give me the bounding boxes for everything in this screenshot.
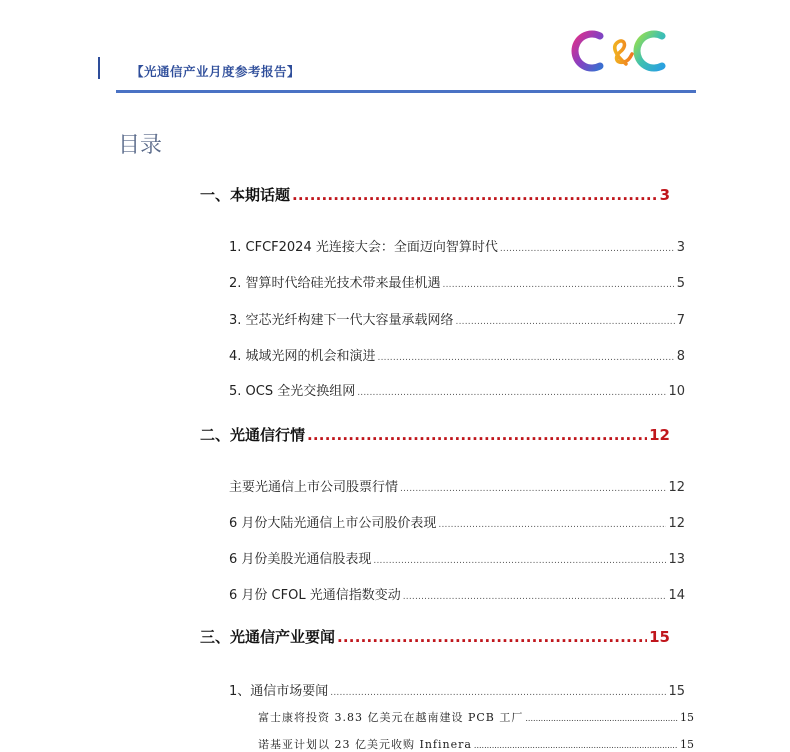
toc-item[interactable] [229,380,685,399]
toc-item-title: 4. 城域光网的机会和演进 [229,349,376,364]
header-accent-bar [98,57,100,79]
toc-page-number: 12 [649,426,670,444]
toc-section-2[interactable] [200,424,670,445]
toc-item[interactable] [229,345,685,364]
toc-leader [330,688,666,698]
toc-page-number: 10 [668,384,685,399]
toc-page-number: 3 [659,186,670,204]
toc-section-title: 二、光通信行情 [200,426,306,444]
toc-leader [474,741,678,750]
toc-item[interactable] [229,584,685,603]
toc-leader [403,592,667,602]
toc-page-number: 15 [680,738,694,751]
toc-page-number: 13 [668,552,685,567]
toc-item[interactable] [229,309,685,328]
toc-item-title: 2. 智算时代给硅光技术带来最佳机遇 [229,276,441,291]
toc-item-title: 1. CFCF2024 光连接大会：全面迈向智算时代 [229,240,498,255]
toc-subitem-title: 富士康将投资 3.83 亿美元在越南建设 PCB 工厂 [258,711,524,724]
toc-item-title: 1、通信市场要闻 [229,684,329,699]
toc-heading: 目录 [118,133,163,158]
toc-page-number: 12 [668,516,685,531]
toc-leader [456,317,675,327]
toc-page-number: 7 [676,313,685,328]
toc-item-title: 主要光通信上市公司股票行情 [229,480,399,495]
toc-page-number: 15 [649,628,670,646]
toc-leader [400,484,666,494]
toc-leader [500,244,675,254]
toc-item[interactable] [229,236,685,255]
toc-item-title: 3. 空芯光纤构建下一代大容量承载网络 [229,313,454,328]
toc-page-number: 12 [668,480,685,495]
toc-page-number: 8 [676,349,685,364]
toc-subitem-title: 诺基亚计划以 23 亿美元收购 Infinera [258,738,472,751]
report-title: 【光通信产业月度参考报告】 [131,64,301,79]
toc-item[interactable] [229,548,685,567]
toc-page-number: 15 [668,684,685,699]
toc-section-1[interactable] [200,184,670,205]
toc-leader [378,353,675,363]
toc-item[interactable] [229,476,685,495]
header-divider [116,90,696,93]
toc-item-title: 6 月份美股光通信股表现 [229,552,372,567]
toc-item[interactable] [229,512,685,531]
toc-item[interactable] [229,680,685,699]
toc-item-title: 6 月份大陆光通信上市公司股价表现 [229,516,437,531]
toc-page-number: 5 [676,276,685,291]
toc-item-title: 5. OCS 全光交换组网 [229,384,356,399]
toc-subitem[interactable] [258,709,694,725]
toc-leader [337,628,647,646]
toc-leader [307,426,647,444]
toc-leader [373,556,666,566]
toc-page-number: 3 [676,240,685,255]
toc-page-number: 15 [680,711,694,724]
toc-page-number: 14 [668,588,685,603]
toc-subitem[interactable] [258,736,694,752]
toc-item-title: 6 月份 CFOL 光通信指数变动 [229,588,401,603]
toc-leader [438,520,666,530]
toc-section-3[interactable] [200,626,670,647]
cc-logo-icon [570,28,670,74]
toc-section-title: 三、光通信产业要闻 [200,628,336,646]
toc-item[interactable] [229,272,685,291]
toc-leader [443,280,675,290]
toc-leader [525,714,678,723]
toc-leader [292,186,658,204]
toc-leader [357,388,666,398]
toc-section-title: 一、本期话题 [200,186,291,204]
